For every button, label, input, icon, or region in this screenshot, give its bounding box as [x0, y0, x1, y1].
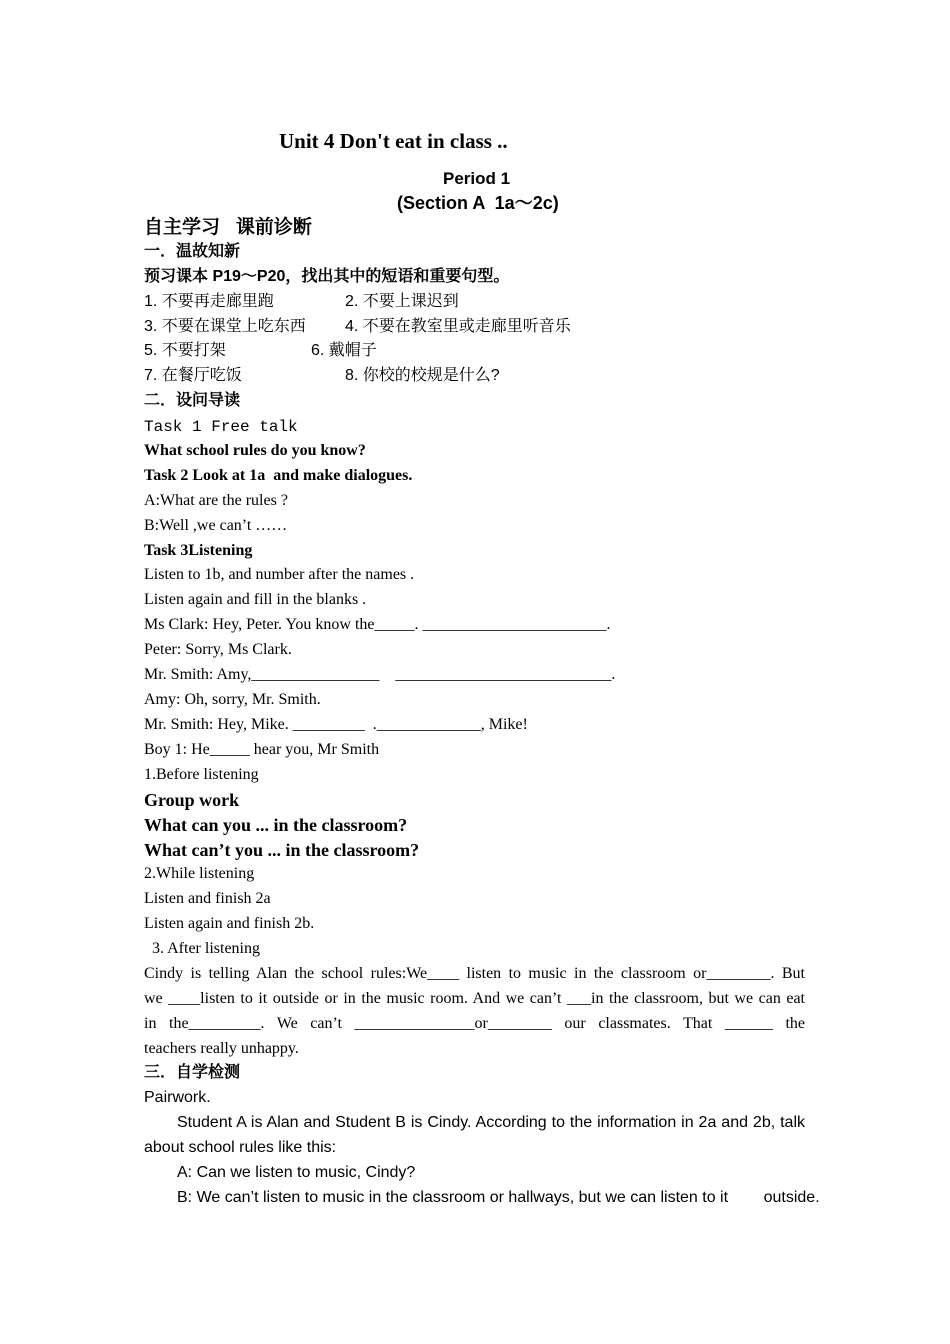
listening-line: Listen and finish 2a	[144, 890, 271, 907]
task3-line: Amy: Oh, sorry, Mr. Smith.	[144, 691, 321, 708]
task3-line: Listen to 1b, and number after the names .	[144, 566, 415, 583]
task1-question: What school rules do you know?	[144, 442, 366, 459]
task3-title: Task 3Listening	[144, 542, 253, 559]
pairwork-intro-line: Student A is Alan and Student B is Cindy. According to the information in 2a and 2b, talk	[177, 1114, 805, 1131]
cloze-paragraph-line: we ____listen to it outside or in the music room. And we can’t ___in the classroom, but we can eat	[144, 990, 805, 1007]
unit-title: Unit 4 Don't eat in class ..	[279, 129, 508, 153]
part2-heading: 二．设问导读	[144, 392, 241, 409]
pairwork-intro-line: about school rules like this:	[144, 1139, 337, 1156]
task3-line: Listen again and fill in the blanks .	[144, 591, 367, 608]
pairwork-dialogue-line: B: We can’t listen to music in the classroom or hallways, but we can listen to it outside.	[177, 1189, 820, 1206]
phrase-item: 2. 不要上课迟到	[345, 293, 459, 310]
task3-line: Boy 1: He_____ hear you, Mr Smith	[144, 741, 380, 758]
phrase-item: 3. 不要在课堂上吃东西	[144, 318, 306, 335]
task1-title: Task 1 Free talk	[144, 418, 298, 436]
task3-line: Mr. Smith: Amy,________________ ___________________________.	[144, 666, 616, 683]
listening-line: 2.While listening	[144, 865, 255, 882]
pairwork-label: Pairwork.	[144, 1089, 211, 1106]
phrase-item: 1. 不要再走廊里跑	[144, 293, 274, 310]
part3-heading: 三．自学检测	[144, 1064, 241, 1081]
task3-line: Mr. Smith: Hey, Mike. _________ ._____________, Mike!	[144, 716, 528, 733]
listening-line: 3. After listening	[144, 940, 260, 957]
phrase-item: 8. 你校的校规是什么?	[345, 367, 500, 384]
listening-line: Listen again and finish 2b.	[144, 915, 315, 932]
dialogue-line: B:Well ,we can’t ……	[144, 517, 288, 534]
phrase-item: 4. 不要在教室里或走廊里听音乐	[345, 318, 571, 335]
group-work-question: What can’t you ... in the classroom?	[144, 840, 420, 860]
cloze-paragraph-line: in the_________. We can’t _______________or________ our classmates. That ______ the	[144, 1015, 805, 1032]
cloze-paragraph-line: Cindy is telling Alan the school rules:We____ listen to music in the classroom or________. But	[144, 965, 805, 982]
group-work-heading: Group work	[144, 790, 240, 810]
task3-line: 1.Before listening	[144, 766, 259, 783]
period-title: Period 1	[443, 169, 511, 188]
task3-line: Peter: Sorry, Ms Clark.	[144, 641, 292, 658]
group-work-question: What can you ... in the classroom?	[144, 815, 408, 835]
phrase-item: 7. 在餐厅吃饭	[144, 367, 242, 384]
phrase-item: 5. 不要打架	[144, 342, 226, 359]
section-title: (Section A 1a～2c)	[397, 193, 559, 213]
part1-instruction: 预习课本 P19～P20，找出其中的短语和重要句型。	[144, 268, 510, 285]
task2-title: Task 2 Look at 1a and make dialogues.	[144, 467, 413, 484]
main-heading: 自主学习 课前诊断	[144, 217, 312, 238]
cloze-paragraph-line: teachers really unhappy.	[144, 1040, 299, 1057]
phrase-item: 6. 戴帽子	[311, 342, 377, 359]
pairwork-dialogue-line: A: Can we listen to music, Cindy?	[177, 1164, 416, 1181]
dialogue-line: A:What are the rules ?	[144, 492, 288, 509]
task3-line: Ms Clark: Hey, Peter. You know the_____. _______________________.	[144, 616, 611, 633]
part1-heading: 一．温故知新	[144, 243, 241, 260]
